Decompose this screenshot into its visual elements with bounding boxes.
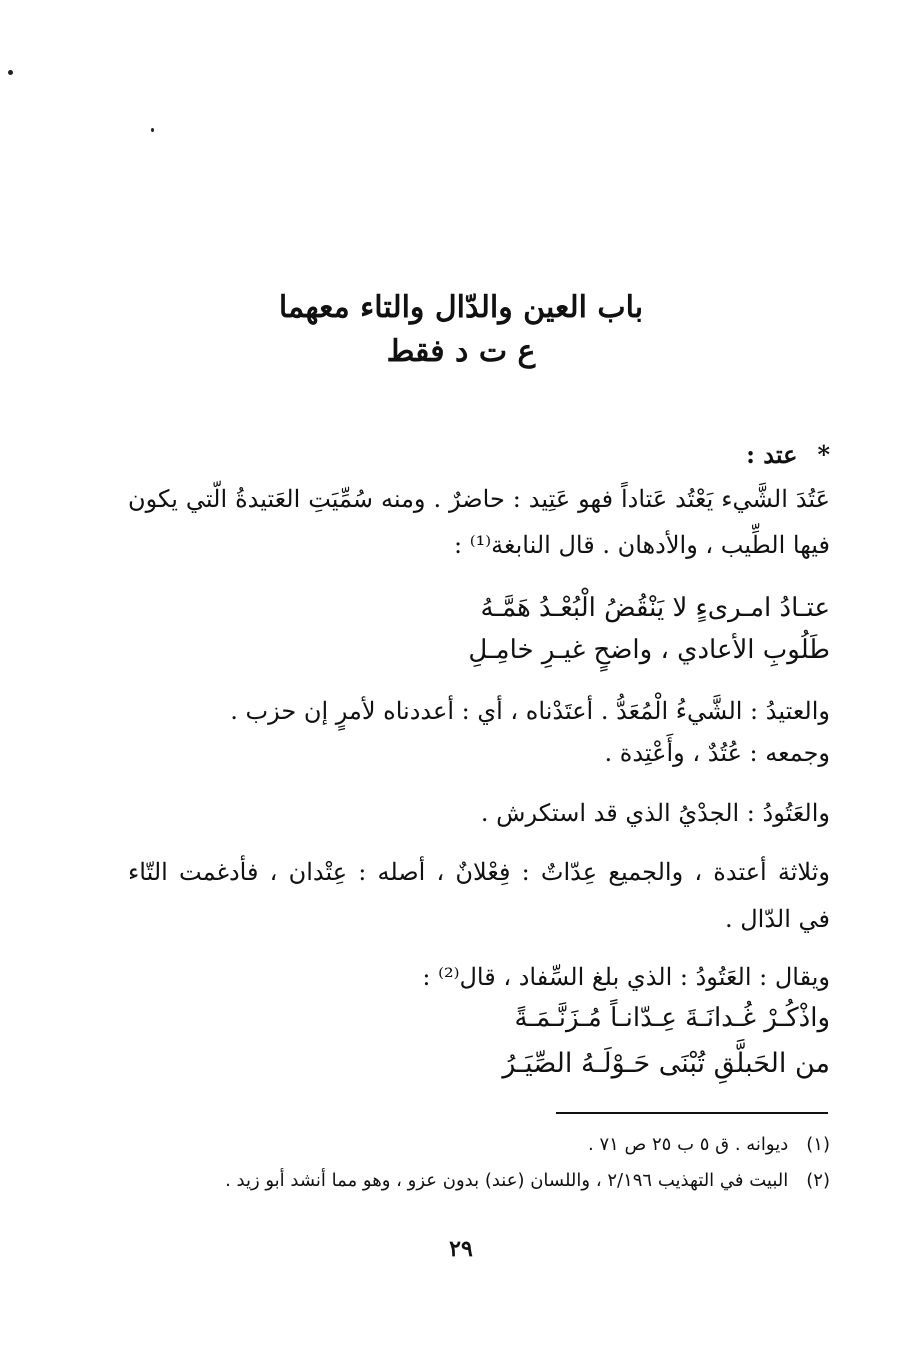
- footnote-text: ديوانه . ق ٥ ب ٢٥ ص ٧١ .: [588, 1134, 789, 1155]
- paragraph-line: في الدّال .: [724, 905, 830, 933]
- footnote-number: (١): [806, 1134, 830, 1155]
- verse-first-hemistich: واذْكُـرْ غُـدانَـةَ عِـدّانـاً مُـزَنَّـمَـةً: [514, 1003, 830, 1033]
- entry-marker: *: [817, 440, 830, 469]
- footnote-text: البيت في التهذيب ٢/١٩٦ ، واللسان (عند) بدون عزو ، وهو مما أنشد أبو زيد .: [225, 1170, 789, 1191]
- paragraph-line: والعتيدُ : الشَّيءُ الْمُعَدُّ . أعتَدْناه ، أي : أعددناه لأمرٍ إن حزب .: [230, 697, 830, 725]
- paragraph-line: وثلاثة أعتدة ، والجميع عِدّاتٌ : فِعْلانٌ ، أصله : عِتْدان ، فأدغمت التّاء: [128, 858, 830, 886]
- paragraph-line: وجمعه : عُتُدٌ ، وأَعْتِدة .: [604, 739, 830, 767]
- chapter-title: باب العين والدّال والتاء معهما: [278, 290, 644, 325]
- entry-head-word: عتد :: [746, 440, 798, 469]
- paragraph-line: ويقال : العَتُودُ : الذي بلغ السِّفاد ، قال⁽²⁾ :: [422, 963, 830, 991]
- paragraph-line: والعَتُودُ : الجدْيُ الذي قد استكرش .: [480, 799, 830, 827]
- page-number: ٢٩: [449, 1236, 473, 1262]
- scan-speck: [8, 70, 13, 75]
- footnote: [225, 1168, 830, 1194]
- footnote: [588, 1132, 830, 1158]
- scan-speck: [151, 128, 154, 132]
- footnote-separator: [556, 1112, 828, 1114]
- verse-first-hemistich: عتـادُ امـرىءٍ لا يَنْقُضُ الْبُعْـدُ هَمَّـهُ: [480, 593, 830, 623]
- footnote-number: (٢): [806, 1170, 830, 1191]
- entry-heading: [746, 438, 830, 472]
- verse-second-hemistich: من الحَبلَّقِ تُبْنَى حَـوْلَـهُ الصِّيَـرُ: [502, 1048, 830, 1079]
- chapter-subtitle: ع ت د فقط: [386, 334, 536, 369]
- paragraph-line: فيها الطِّيب ، والأدهان . قال النابغة⁽¹⁾ :: [454, 531, 830, 559]
- verse-second-hemistich: طَلُوبِ الأعادي ، واضحٍ غيـرِ خامِـلِ: [468, 635, 830, 665]
- paragraph-line: عَتُدَ الشَّيء يَعْتُد عَتاداً فهو عَتِيد : حاضرٌ . ومنه سُمِّيَتِ العَتيدةُ الّتي يكون: [128, 485, 830, 513]
